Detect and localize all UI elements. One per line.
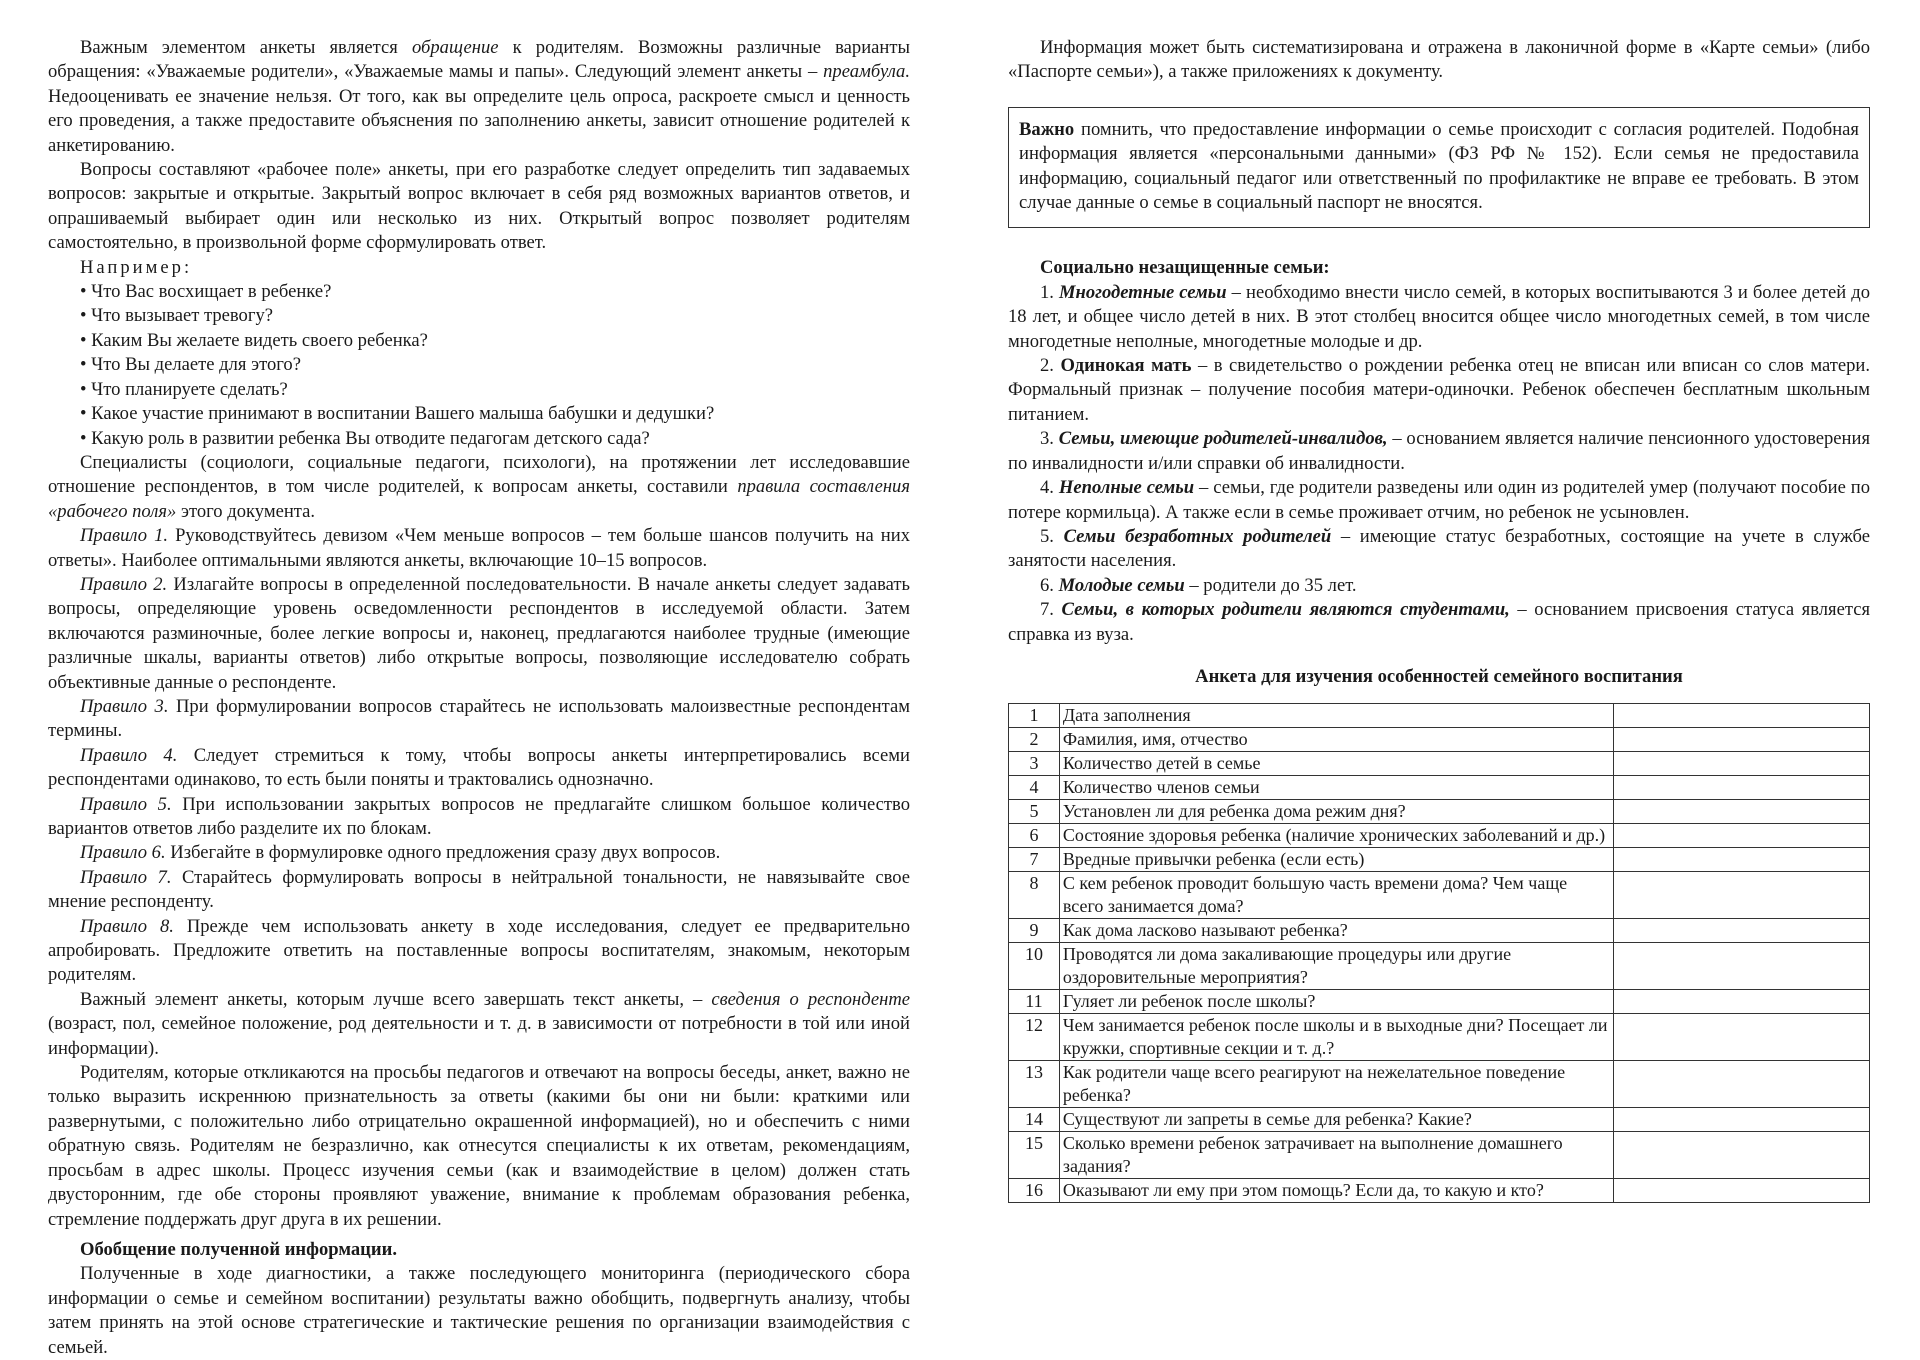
table-row [1009, 1014, 1870, 1061]
paragraph-work-field: Вопросы составляют «рабочее поле» анкеты, при его разработке следует определить тип задаваемых вопросов: закрытые и открытые. Закрытый вопрос включает в себя ряд возможных вариантов ответов, и опрашиваемый выбирает один или несколько из них. Открытый вопрос позволяет родителям самостоятельно, в произвольной форме сформулировать ответ. [48, 159, 910, 254]
rule-7: Правило 7. Старайтесь формулировать вопросы в нейтральной тональности, не навязывайте свое мнение респонденту. [48, 866, 910, 913]
table-row [1009, 800, 1870, 824]
question-cell: Установлен ли для ребенка дома режим дня? [1059, 800, 1613, 824]
table-row [1009, 1132, 1870, 1179]
important-note: Важно помнить, что предоставление информации о семье происходит с согласия родителей. Подобная информация является «персональными данными» (ФЗ РФ № 152). Если семья не предоставила информацию, социальный педагог или ответственный по профилактике не вправе ее требовать. В этом случае данные о семье в социальный паспорт не вносятся. [1019, 118, 1859, 214]
row-number: 15 [1009, 1132, 1060, 1179]
rule-6: Правило 6. Избегайте в формулировке одного предложения сразу двух вопросов. [80, 842, 721, 864]
heading-summary: Обобщение полученной информации. [80, 1238, 397, 1260]
list-item: • Что Вас восхищает в ребенке? [80, 280, 910, 304]
table-row [1009, 848, 1870, 872]
row-number: 4 [1009, 776, 1060, 800]
row-number: 6 [1009, 824, 1060, 848]
family-type-2: 2. Одинокая мать – в свидетельство о рождении ребенка отец не вписан или вписан со слов матери. Формальный признак – получение пособия матери-одиночки. Ребенок обеспечен бесплатным школьным питанием. [1008, 355, 1870, 425]
paragraph-respondent-info: Важный элемент анкеты, которым лучше всего завершать текст анкеты, – сведения о респонденте (возраст, пол, семейное положение, род деятельности и т. д. в зависимости от потребности в той или иной информации). [48, 988, 910, 1059]
answer-cell[interactable] [1614, 800, 1870, 824]
question-cell: Существуют ли запреты в семье для ребенка? Какие? [1059, 1108, 1613, 1132]
answer-cell[interactable] [1614, 776, 1870, 800]
answer-cell[interactable] [1614, 1061, 1870, 1108]
table-row [1009, 943, 1870, 990]
example-list [48, 280, 910, 451]
answer-cell[interactable] [1614, 872, 1870, 919]
question-cell: Как родители чаще всего реагируют на нежелательное поведение ребенка? [1059, 1061, 1613, 1108]
question-cell: Чем занимается ребенок после школы и в выходные дни? Посещает ли кружки, спортивные секции и т. д.? [1059, 1014, 1613, 1061]
row-number: 12 [1009, 1014, 1060, 1061]
row-number: 1 [1009, 704, 1060, 728]
row-number: 11 [1009, 990, 1060, 1014]
list-item: • Какую роль в развитии ребенка Вы отводите педагогам детского сада? [80, 427, 910, 451]
question-cell: Состояние здоровья ребенка (наличие хронических заболеваний и др.) [1059, 824, 1613, 848]
table-row [1009, 824, 1870, 848]
row-number: 2 [1009, 728, 1060, 752]
answer-cell[interactable] [1614, 1108, 1870, 1132]
table-row [1009, 872, 1870, 919]
list-item: • Каким Вы желаете видеть своего ребенка? [80, 329, 910, 353]
answer-cell[interactable] [1614, 990, 1870, 1014]
rule-4: Правило 4. Следует стремиться к тому, чтобы вопросы анкеты интерпретировались всеми респондентами одинаково, то есть были поняты и трактовались однозначно. [48, 744, 910, 791]
list-item: • Что Вы делаете для этого? [80, 353, 910, 377]
question-cell: Гуляет ли ребенок после школы? [1059, 990, 1613, 1014]
rule-5: Правило 5. При использовании закрытых вопросов не предлагайте слишком большое количество вариантов ответов либо разделите их по блокам. [48, 793, 910, 839]
row-number: 13 [1009, 1061, 1060, 1108]
family-type-1: 1. Многодетные семьи – необходимо внести число семей, в которых воспитываются 3 и более детей до 18 лет, и общее число детей в них. В этот столбец вносится общее число многодетных семей, в том числе многодетные неполные, многодетные молодые и др. [1008, 281, 1870, 352]
example-label: Например: [80, 256, 193, 278]
answer-cell[interactable] [1614, 752, 1870, 776]
question-cell: Количество детей в семье [1059, 752, 1613, 776]
question-cell: С кем ребенок проводит большую часть времени дома? Чем чаще всего занимается дома? [1059, 872, 1613, 919]
row-number: 10 [1009, 943, 1060, 990]
paragraph-family-card: Информация может быть систематизирована и отражена в лаконичной форме в «Карте семьи» (либо «Паспорте семьи»), а также приложениях к документу. [1008, 37, 1870, 83]
left-column [48, 36, 910, 1360]
table-row [1009, 1179, 1870, 1203]
row-number: 9 [1009, 919, 1060, 943]
list-item: • Какое участие принимают в воспитании Вашего малыша бабушки и дедушки? [80, 402, 910, 426]
table-row [1009, 776, 1870, 800]
right-column [1008, 36, 1870, 1203]
answer-cell[interactable] [1614, 824, 1870, 848]
answer-cell[interactable] [1614, 848, 1870, 872]
row-number: 16 [1009, 1179, 1060, 1203]
question-cell: Сколько времени ребенок затрачивает на выполнение домашнего задания? [1059, 1132, 1613, 1179]
table-row [1009, 1061, 1870, 1108]
family-type-6: 6. Молодые семьи – родители до 35 лет. [1040, 574, 1357, 596]
row-number: 8 [1009, 872, 1060, 919]
rule-8: Правило 8. Прежде чем использовать анкету в ходе исследования, следует ее предварительно апробировать. Предложите ответить на поставленные вопросы воспитателям, знакомым, некоторым родителям. [48, 915, 910, 986]
rule-1: Правило 1. Руководствуйтесь девизом «Чем меньше вопросов – тем больше шансов получить на них ответы». Наиболее оптимальными являются анкеты, включающие 10–15 вопросов. [48, 525, 910, 571]
important-note-box [1008, 107, 1870, 229]
table-row [1009, 919, 1870, 943]
paragraph-appeal: Важным элементом анкеты является обращение к родителям. Возможны различные варианты обращения: «Уважаемые родители», «Уважаемые мамы и папы». Следующий элемент анкеты – преамбула. Недооценивать ее значение нельзя. От того, как вы определите цель опроса, раскроете смысл и ценность его проведения, а также предоставите объяснения по заполнению анкеты, зависит отношение родителей к анкетированию. [48, 37, 910, 156]
questionnaire-table [1008, 703, 1870, 1203]
paragraph-feedback: Родителям, которые откликаются на просьбы педагогов и отвечают на вопросы беседы, анкет, важно не только выразить искреннюю признательность за ответы (какими бы они ни были: краткими или развернутыми, с положительно либо отрицательно окрашенной информацией), но и обеспечить с ними обратную связь. Родителям не безразлично, как отнесутся специалисты к их ответам, рекомендациям, просьбам в адрес школы. Процесс изучения семьи (как и взаимодействие в целом) должен стать двусторонним, где обе стороны проявляют уважение, внимание к проблемам образования ребенка, стремление поддержать друг друга в их решении. [48, 1062, 910, 1230]
table-row [1009, 728, 1870, 752]
family-type-4: 4. Неполные семьи – семьи, где родители разведены или один из родителей умер (получают пособие по потере кормильца). А также если в семье проживает отчим, но ребенок не усыновлен. [1008, 477, 1871, 523]
paragraph-summary: Полученные в ходе диагностики, а также последующего мониторинга (периодического сбора информации о семье и семейном воспитании) результаты важно обобщить, подвергнуть анализу, чтобы затем принять на этой основе стратегические и тактические решения по организации взаимодействия с семьей. [48, 1263, 910, 1358]
table-row [1009, 1108, 1870, 1132]
rule-3: Правило 3. При формулировании вопросов старайтесь не использовать малоизвестные респондентам термины. [48, 695, 910, 742]
table-row [1009, 752, 1870, 776]
question-cell: Дата заполнения [1059, 704, 1613, 728]
row-number: 3 [1009, 752, 1060, 776]
question-cell: Как дома ласково называют ребенка? [1059, 919, 1613, 943]
answer-cell[interactable] [1614, 1179, 1870, 1203]
list-item: • Что вызывает тревогу? [80, 304, 910, 328]
question-cell: Проводятся ли дома закаливающие процедуры или другие оздоровительные мероприятия? [1059, 943, 1613, 990]
list-item: • Что планируете сделать? [80, 378, 910, 402]
family-type-7: 7. Семьи, в которых родители являются студентами, – основанием присвоения статуса является справка из вуза. [1008, 599, 1870, 645]
answer-cell[interactable] [1614, 919, 1870, 943]
row-number: 5 [1009, 800, 1060, 824]
paragraph-specialists: Специалисты (социологи, социальные педагоги, психологи), на протяжении лет исследовавшие отношение респондентов, в том числе родителей, к вопросам анкеты, составили правила составления «рабочего поля» этого документа. [48, 451, 910, 522]
answer-cell[interactable] [1614, 943, 1870, 990]
row-number: 7 [1009, 848, 1060, 872]
question-cell: Оказывают ли ему при этом помощь? Если да, то какую и кто? [1059, 1179, 1613, 1203]
question-cell: Фамилия, имя, отчество [1059, 728, 1613, 752]
question-cell: Количество членов семьи [1059, 776, 1613, 800]
answer-cell[interactable] [1614, 1014, 1870, 1061]
answer-cell[interactable] [1614, 728, 1870, 752]
table-row [1009, 990, 1870, 1014]
answer-cell[interactable] [1614, 1132, 1870, 1179]
rule-2: Правило 2. Излагайте вопросы в определенной последовательности. В начале анкеты следует задавать вопросы, определяющие уровень осведомленности респондентов в исследуемой области. Затем включаются разминочные, более легкие вопросы и, наконец, предлагаются наиболее трудные (имеющие различные шкалы, варианты ответов) либо открытые вопросы, позволяющие исследователю собрать объективные данные о респонденте. [48, 573, 910, 693]
family-type-5: 5. Семьи безработных родителей – имеющие статус безработных, состоящие на учете в службе занятости населения. [1008, 525, 1871, 572]
question-cell: Вредные привычки ребенка (если есть) [1059, 848, 1613, 872]
row-number: 14 [1009, 1108, 1060, 1132]
heading-families: Социально незащищенные семьи: [1040, 257, 1330, 279]
answer-cell[interactable] [1614, 704, 1870, 728]
table-row [1009, 704, 1870, 728]
family-type-3: 3. Семьи, имеющие родителей-инвалидов, – основанием является наличие пенсионного удостоверения по инвалидности и/или справки об инвалидности. [1008, 428, 1871, 474]
table-title: Анкета для изучения особенностей семейного воспитания [1195, 665, 1683, 687]
